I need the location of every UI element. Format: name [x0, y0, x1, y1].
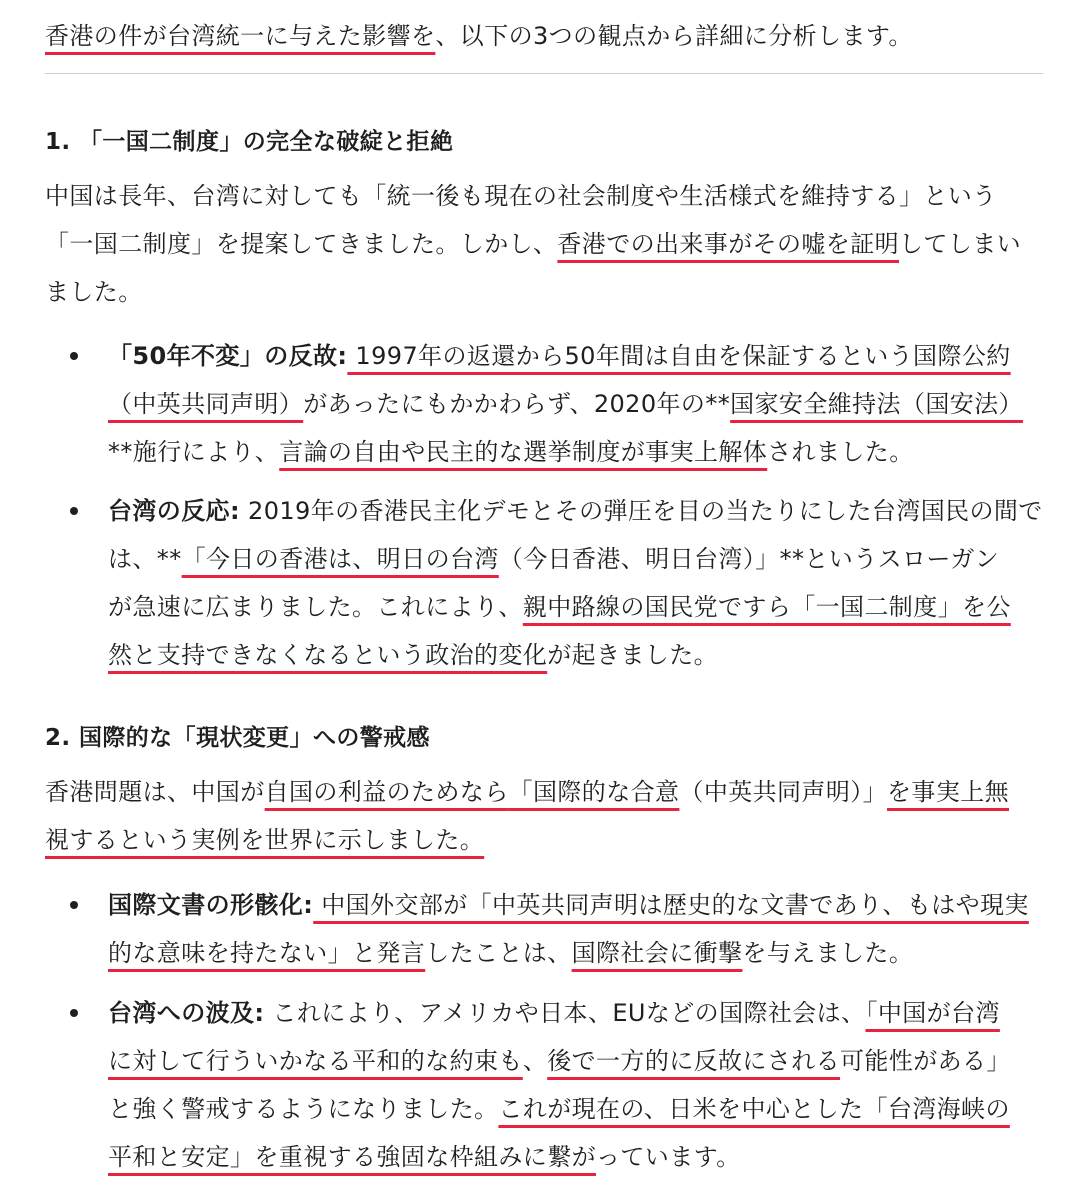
bullet-dot [70, 901, 78, 909]
bullet-term: 台湾の反応: [108, 497, 240, 525]
paragraph-line [45, 774, 1009, 810]
bullet-line [108, 589, 1011, 625]
bullet-line [108, 1139, 740, 1175]
underlined-phrase: 国家安全維持法（国安法） [730, 390, 1023, 418]
text-span: 、 [522, 1047, 548, 1075]
underlined-phrase: 平和と安定」を重視する強固な枠組みに繋が [108, 1143, 596, 1171]
bullet-dot [70, 1009, 78, 1017]
paragraph-line: ました。 [45, 278, 143, 306]
underlined-phrase: これが現在の、日米を中心とした「台湾海峡の [498, 1095, 1010, 1123]
text-span: （今日香港、明日台湾）」**というスローガン [498, 545, 1000, 573]
text-span: これにより、アメリカや日本、EUなどの国際社会は、 [264, 999, 866, 1027]
text-span: があったにもかかわらず、2020年の** [303, 390, 731, 418]
underlined-phrase: 自国の利益のためなら [264, 778, 509, 806]
bullet-line [108, 386, 1023, 422]
bullet-line [108, 493, 1043, 529]
underlined-phrase: 然と支持できなくなるという政治的変化 [108, 641, 548, 669]
underlined-phrase: 香港の件が台湾統一に与えた影響を [45, 22, 436, 50]
paragraph-line: 中国は長年、台湾に対しても「統一後も現在の社会制度や生活様式を維持する」という [45, 182, 997, 210]
text-span: されました。 [767, 438, 914, 466]
bullet-line [108, 935, 913, 971]
text-span: と強く警戒するようになりました。 [108, 1095, 499, 1123]
intro-line [45, 18, 913, 54]
underlined-phrase: 的な意味を持たない」と発言 [108, 939, 426, 967]
bullet-line [108, 338, 1011, 374]
underlined-phrase: 後で一方的に反故にされる [547, 1047, 841, 1075]
text-span: 可能性がある」 [840, 1047, 1011, 1075]
text-span: 2019年の香港民主化デモとその弾圧を目の当たりにした台湾国民の間で [240, 497, 1043, 525]
bullet-term: 「50年不変」の反故: [108, 342, 348, 370]
bullet-dot [70, 507, 78, 515]
underlined-phrase: 言論の自由や民主的な選挙制度が事実上解体 [279, 438, 768, 466]
section1-heading: 1. 「一国二制度」の完全な破綻と拒絶 [45, 129, 454, 155]
bullet-dot [70, 352, 78, 360]
text-span: は、** [108, 545, 182, 573]
text-span: を与えました。 [742, 939, 914, 967]
bullet-term: 国際文書の形骸化: [108, 891, 314, 919]
bullet-line [108, 995, 1000, 1031]
text-span: が急速に広まりました。これにより、 [108, 593, 523, 621]
underlined-phrase: 1997年の返還から50年間は自由を保証するという国際公約 [347, 342, 1011, 370]
section2-heading: 2. 国際的な「現状変更」への警戒感 [45, 725, 430, 751]
horizontal-divider [45, 73, 1043, 74]
underlined-phrase: 「今日の香港は、明日の台湾 [181, 545, 499, 573]
text-span: （中英共同声明）」 [679, 778, 888, 806]
underlined-phrase: 香港での出来事がその嘘を証明 [557, 230, 900, 258]
text-span: 「一国二制度」を提案してきました。しかし、 [45, 230, 558, 258]
underlined-phrase: 「国際的な合意 [508, 778, 680, 806]
underlined-phrase: 視するという実例を世界に示しました。 [45, 826, 485, 854]
text-span: したことは、 [425, 939, 572, 967]
bullet-line [108, 887, 1029, 923]
text-span: 香港問題は、中国が [45, 778, 265, 806]
underlined-phrase: 中国外交部が「中英共同声明は歴史的な文書であり、もはや現実 [313, 891, 1029, 919]
bullet-line [108, 1091, 1010, 1127]
bullet-line [108, 637, 718, 673]
underlined-phrase: を事実上無 [887, 778, 1010, 806]
underlined-phrase: に対して行ういかなる平和的な約束も [108, 1047, 523, 1075]
bullet-line [108, 434, 914, 470]
paragraph-line [45, 822, 484, 858]
underlined-phrase: 親中路線の国民党ですら「一国二制度」を公 [522, 593, 1011, 621]
underlined-phrase: （中英共同声明） [108, 390, 304, 418]
text-span: っています。 [596, 1143, 741, 1171]
bullet-line [108, 541, 999, 577]
bullet-term: 台湾への波及: [108, 999, 265, 1027]
bullet-line [108, 1043, 1011, 1079]
paragraph-line [45, 226, 1021, 262]
underlined-phrase: 国際社会に衝撃 [571, 939, 743, 967]
text-span: 、以下の3つの観点から詳細に分析します。 [435, 22, 913, 50]
text-span: **施行により、 [108, 438, 280, 466]
underlined-phrase: 「中国が台湾 [865, 999, 1000, 1027]
text-span: が起きました。 [547, 641, 719, 669]
text-span: してしまい [899, 230, 1022, 258]
